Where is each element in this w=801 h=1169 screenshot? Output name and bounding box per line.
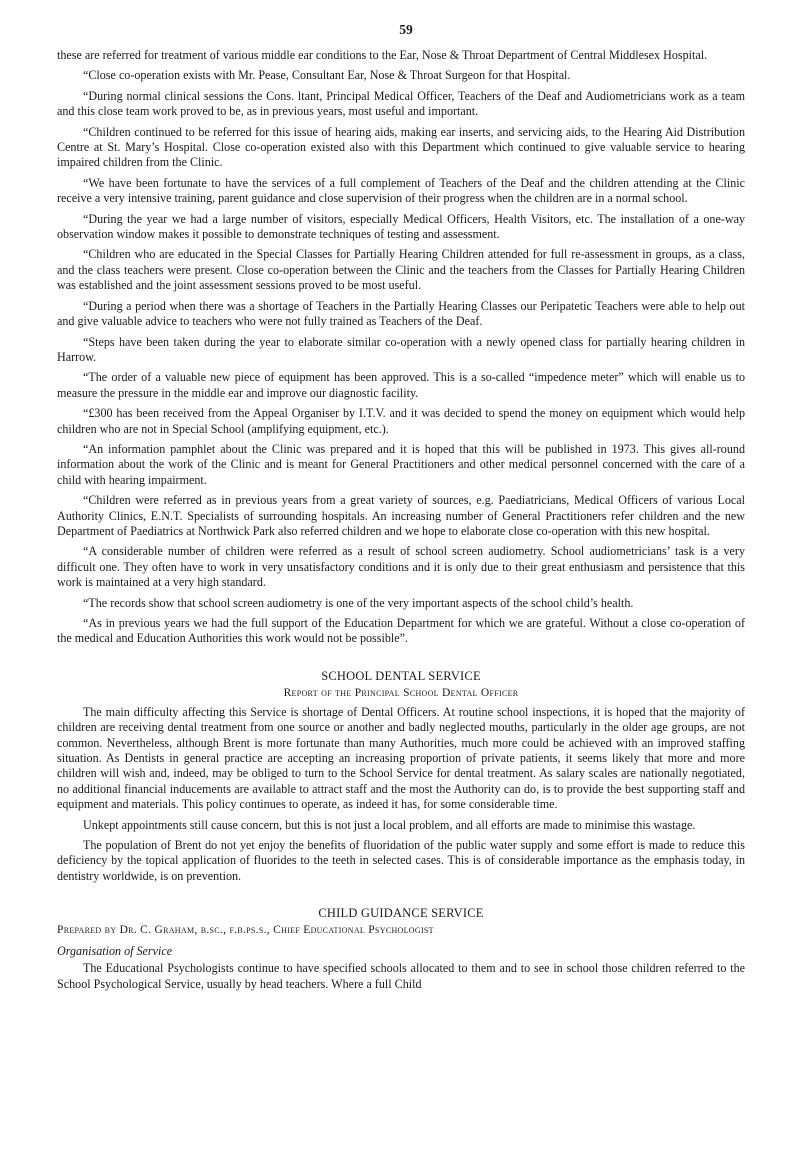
author-line: Prepared by Dr. C. Graham, b.sc., f.b.ps.s., Chief Educational Psychologist (57, 924, 434, 937)
child-guidance-section (57, 906, 745, 992)
paragraph: “A considerable number of children were referred as a result of school screen audiometry. School audiometricians’ task is a very difficult one. They often have to work in very unsatisfactory conditions and it is only due to their great enthusiasm and persistence that this work is maintained at a very high standard. (57, 544, 745, 590)
document-page (57, 22, 745, 997)
page-number: 59 (399, 22, 413, 37)
paragraph: these are referred for treatment of various middle ear conditions to the Ear, Nose & Throat Department of Central Middlesex Hospital. (57, 48, 708, 62)
section-heading: SCHOOL DENTAL SERVICE (321, 668, 481, 683)
paragraph: “Children who are educated in the Special Classes for Partially Hearing Children attended for full re-assessment in groups, as a class, and the class teachers were present. Close co-operation between the Clinic and the teachers from the Classes for Partially Hearing Children was established and the joint assessment sessions proved to be most useful. (57, 247, 745, 293)
paragraph: “Children continued to be referred for this issue of hearing aids, making ear inserts, and servicing aids, to the Hearing Aid Distribution Centre at St. Mary’s Hospital. Close co-operation existed also with this Department which continued to give valuable service to hearing impaired children from the Clinic. (57, 124, 745, 170)
paragraph: “Steps have been taken during the year to elaborate similar co-operation with a newly opened class for partially hearing children in Harrow. (57, 334, 745, 364)
paragraph: “We have been fortunate to have the services of a full complement of Teachers of the Deaf and the children attending at the Clinic receive a very intensive training, parent guidance and close supervision of their progress when the children are in a normal school. (57, 175, 745, 206)
paragraph: The main difficulty affecting this Service is shortage of Dental Officers. At routine school inspections, it is hoped that the majority of children are receiving dental treatment from one source or another and badly neglected mouths, particularly in the older age groups, are not common. Nevertheless, although Brent is more fortunate than many Authorities, much more could be achieved with an improved staffing situation. As Dentists in general practice are accepting an increasing proportion of private patients, it seems likely that more and more children will wish and, indeed, may be obliged to turn to the School Service for dental treatment. As salary scales are nationally negotiated, no additional financial inducements are available to attract staff and the most the Authority can do, is to provide the best supporting staff and equipment and materials. This policy continues to operate, as indeed it has, for some considerable time. (57, 704, 745, 812)
paragraph: “During a period when there was a shortage of Teachers in the Partially Hearing Classes our Peripatetic Teachers were able to help out and give valuable advice to teachers who were not fully trained as Teachers of the Deaf. (57, 298, 745, 329)
paragraph: “The records show that school screen audiometry is one of the very important aspects of the school child’s health. (83, 595, 634, 610)
paragraph: “The order of a valuable new piece of equipment has been approved. This is a so-called “impedence meter” which will enable us to measure the pressure in the middle ear and improve our diagnostic facility. (57, 370, 745, 400)
paragraph: “During normal clinical sessions the Cons. ltant, Principal Medical Officer, Teachers of the Deaf and Audiometricians work as a team and this close team work proved to be, as in previous years, most useful and important. (57, 88, 745, 119)
section-heading: CHILD GUIDANCE SERVICE (318, 906, 484, 921)
paragraph: The population of Brent do not yet enjoy the benefits of fluoridation of the public water supply and some effort is made to reduce this deficiency by the topical application of fluorides to the teeth in selected cases. This is of considerable importance as the emphasis today, in dentistry worldwide, is on prevention. (57, 838, 745, 883)
subsection-heading: Organisation of Service (57, 944, 173, 959)
dental-service-section (57, 669, 745, 884)
paragraph: “An information pamphlet about the Clinic was prepared and it is hoped that this will be published in 1973. This gives all-round information about the work of the Clinic and is meant for General Practitioners and other medical personnel concerned with the care of a child with hearing impairment. (57, 441, 745, 487)
paragraph: “Children were referred as in previous years from a great variety of sources, e.g. Paediatricians, Medical Officers of various Local Authority Clinics, E.N.T. Specialists of surrounding hospitals. An increasing number of General Practitioners refer children and the new Department of Paediatrics at Northwick Park also referred children and we hope to elaborate close co-operation with this new hospital. (57, 493, 745, 538)
section-subheading: Report of the Principal School Dental Officer (283, 686, 519, 699)
paragraph: The Educational Psychologists continue to have specified schools allocated to them and to see in school those children referred to the School Psychological Service, usually by head teachers. Where a full Child (57, 961, 745, 991)
paragraph: Unkept appointments still cause concern, but this is not just a local problem, and all efforts are made to minimise this wastage. (83, 817, 696, 832)
paragraph: “During the year we had a large number of visitors, especially Medical Officers, Health Visitors, etc. The installation of a one-way observation window makes it possible to demonstrate techniques of testing and assessment. (57, 211, 745, 242)
paragraph: “As in previous years we had the full support of the Education Department for which we are grateful. Without a close co-operation of the medical and Education Authorities this work would not be possible”. (57, 616, 745, 646)
paragraph: “Close co-operation exists with Mr. Pease, Consultant Ear, Nose & Throat Surgeon for that Hospital. (83, 68, 571, 83)
hearing-clinic-section (57, 48, 745, 647)
paragraph: “£300 has been received from the Appeal Organiser by I.T.V. and it was decided to spend the money on equipment which would help children who are not in Special School (amplifying equipment, etc.). (57, 406, 745, 436)
